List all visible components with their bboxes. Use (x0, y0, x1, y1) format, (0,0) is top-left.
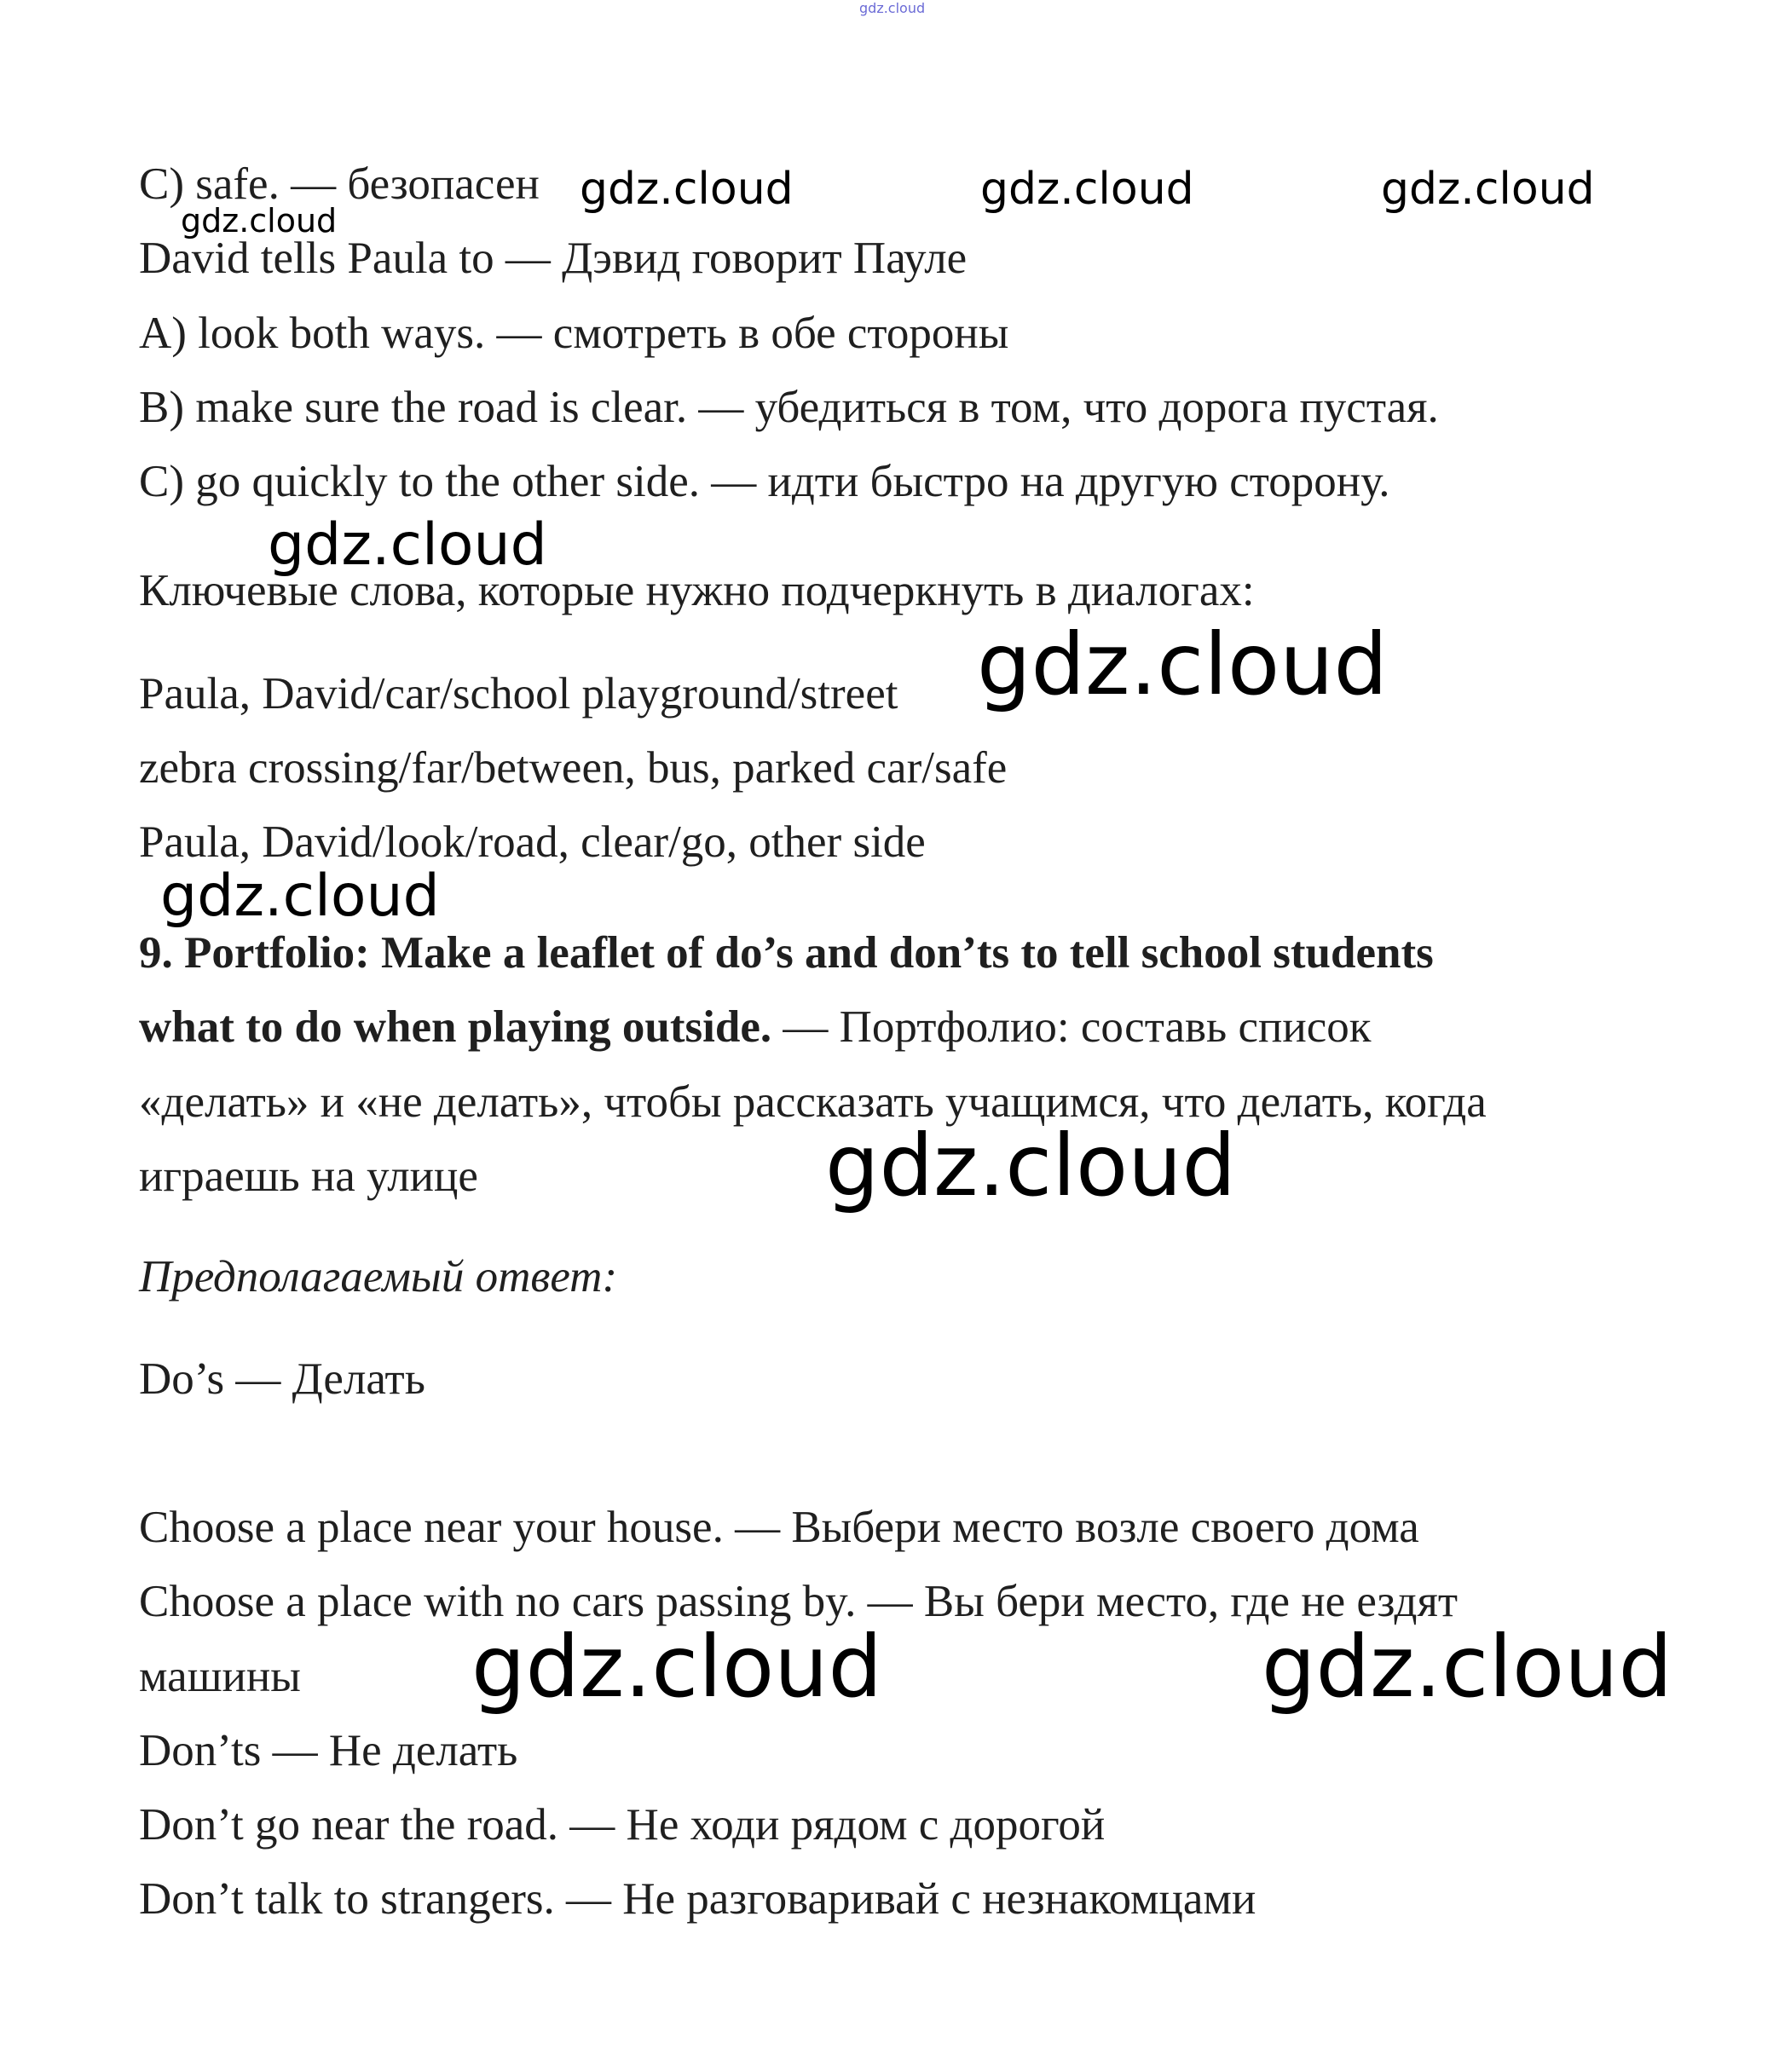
dos-item-2-continued: машины (139, 1652, 301, 1701)
watermark: gdz.cloud (580, 164, 794, 215)
text-line-option-c: C) go quickly to the other side. — идти быстро на другую сторону. (139, 457, 1390, 506)
task-translation-line-3: играешь на улице (139, 1151, 478, 1201)
watermark: gdz.cloud (181, 202, 338, 240)
watermark: gdz.cloud (160, 863, 440, 930)
watermark: gdz.cloud (1381, 164, 1595, 215)
donts-item-2: Don’t talk to strangers. — Не разговаривай с незнакомцами (139, 1874, 1256, 1924)
task-heading-line-2 (139, 1000, 1372, 1054)
watermark: gdz.cloud (471, 1617, 883, 1717)
text-line-keywords-1: Paula, David/car/school playground/street (139, 669, 898, 719)
dos-item-2: Choose a place with no cars passing by. — Вы бери место, где не ездят (139, 1577, 1459, 1626)
watermark: gdz.cloud (268, 511, 547, 579)
text-line-option-b: B) make sure the road is clear. — убедиться в том, что дорога пустая. (139, 383, 1439, 432)
text-line-david-tells: David tells Paula to — Дэвид говорит Пауле (139, 234, 968, 283)
watermark: gdz.cloud (825, 1116, 1237, 1215)
donts-item-1: Don’t go near the road. — Не ходи рядом с дорогой (139, 1800, 1106, 1850)
task-heading-translation: — Портфолио: составь список (771, 1002, 1372, 1052)
text-line-keywords-3: Paula, David/look/road, clear/go, other side (139, 817, 926, 867)
task-heading-line-1: 9. Portfolio: Make a leaflet of do’s and don’ts to tell school students (139, 928, 1434, 978)
text-line-keywords-2: zebra crossing/far/between, bus, parked car/safe (139, 743, 1008, 793)
dos-item-1: Choose a place near your house. — Выбери место возле своего дома (139, 1503, 1419, 1552)
watermark-top: gdz.cloud (859, 0, 926, 16)
text-line-keywords-heading: Ключевые слова, которые нужно подчеркнуть в диалогах: (139, 566, 1255, 615)
text-line-option-a: A) look both ways. — смотреть в обе стороны (139, 309, 1009, 358)
text-line-safe: C) safe. — безопасен (139, 159, 540, 209)
task-heading-bold-part: what to do when playing outside. (139, 1002, 772, 1052)
donts-heading: Don’ts — Не делать (139, 1726, 518, 1775)
watermark: gdz.cloud (977, 615, 1389, 714)
watermark: gdz.cloud (980, 164, 1194, 215)
dos-heading: Do’s — Делать (139, 1354, 425, 1404)
suggested-answer-label: Предполагаемый ответ: (139, 1252, 618, 1301)
task-translation-line-2: «делать» и «не делать», чтобы рассказать учащимся, что делать, когда (139, 1077, 1487, 1127)
watermark: gdz.cloud (1262, 1617, 1673, 1717)
